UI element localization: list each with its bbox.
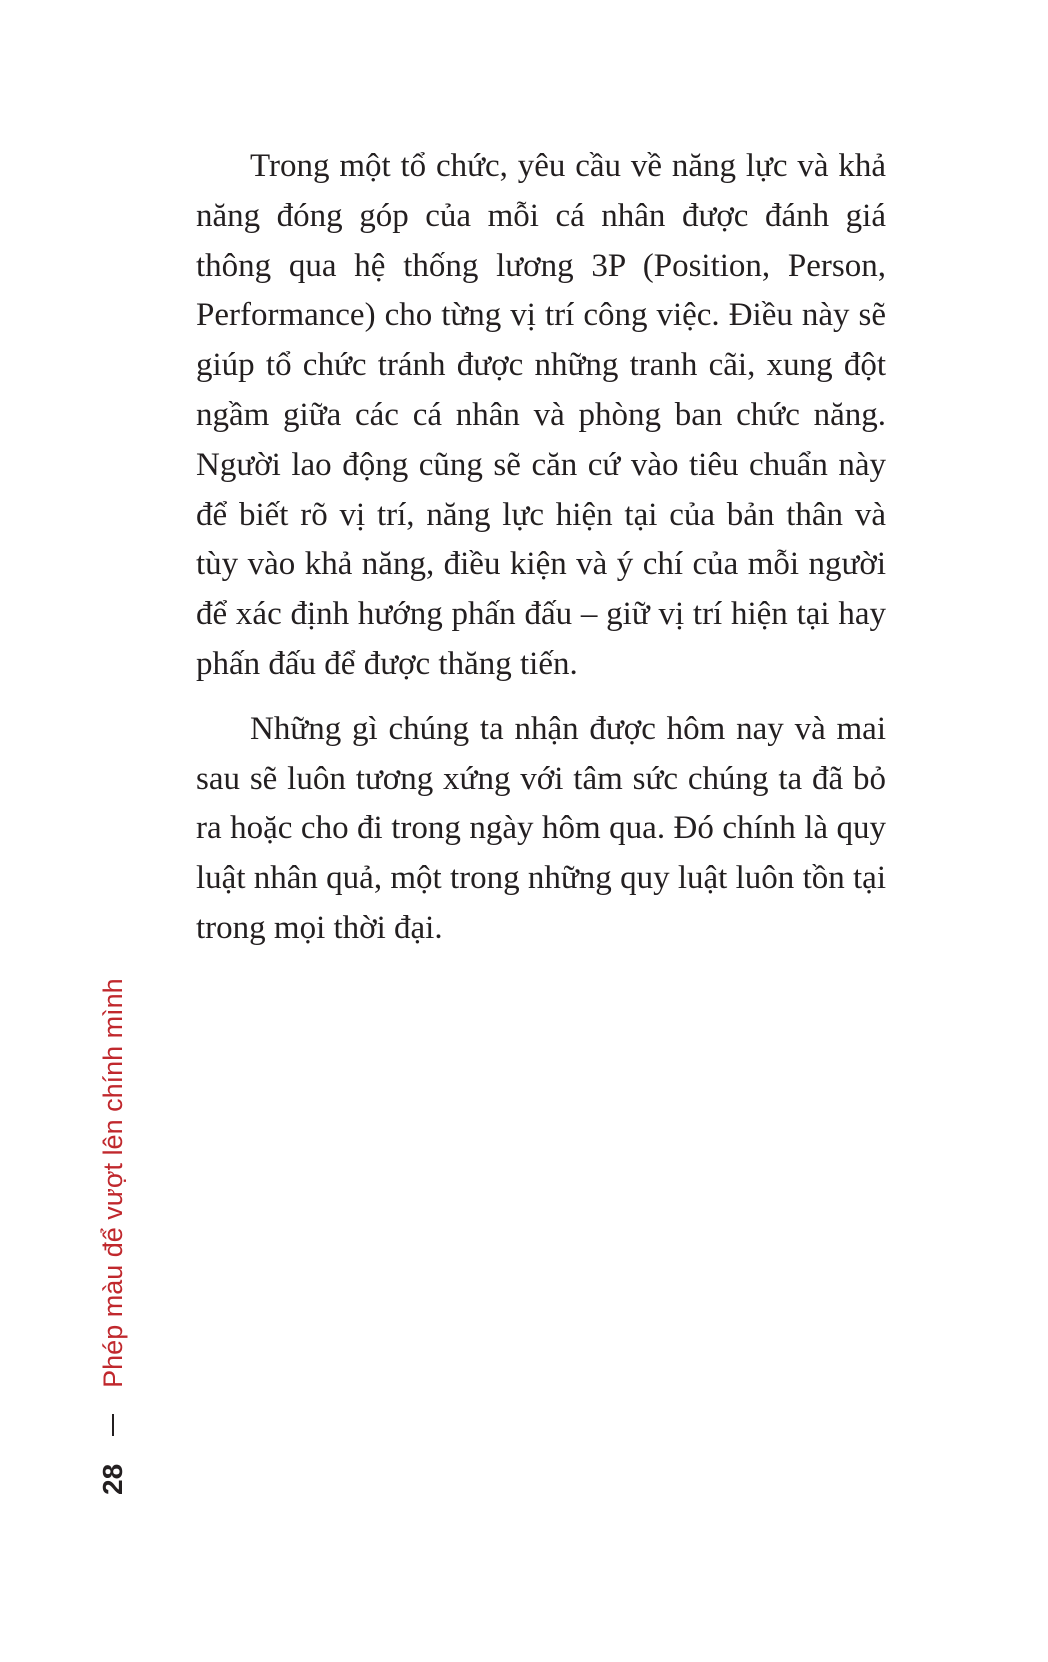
- paragraph-2: Những gì chúng ta nhận được hôm nay và mai sau sẽ luôn tương xứng với tâm sức chúng ta đã bỏ ra hoặc cho đi trong ngày hôm qua. Đó chính là quy luật nhân quả, một trong những quy luật luôn tồn tại trong mọi thời đại.: [196, 710, 886, 946]
- page-number: 28: [97, 1463, 128, 1495]
- running-head-divider: [112, 1414, 114, 1436]
- running-head: [93, 795, 133, 1495]
- body-text: [196, 142, 886, 969]
- book-title: Phép màu để vượt lên chính mình: [97, 978, 128, 1388]
- paragraph-1: Trong một tổ chức, yêu cầu về năng lực và khả năng đóng góp của mỗi cá nhân được đánh giá thông qua hệ thống lương 3P (Position, Person, Performance) cho từng vị trí công việc. Điều này sẽ giúp tổ chức tránh được những tranh cãi, xung đột ngầm giữa các cá nhân và phòng ban chức năng. Người lao động cũng sẽ căn cứ vào tiêu chuẩn này để biết rõ vị trí, năng lực hiện tại của bản thân và tùy vào khả năng, điều kiện và ý chí của mỗi người để xác định hướng phấn đấu – giữ vị trí hiện tại hay phấn đấu để được thăng tiến.: [196, 148, 886, 682]
